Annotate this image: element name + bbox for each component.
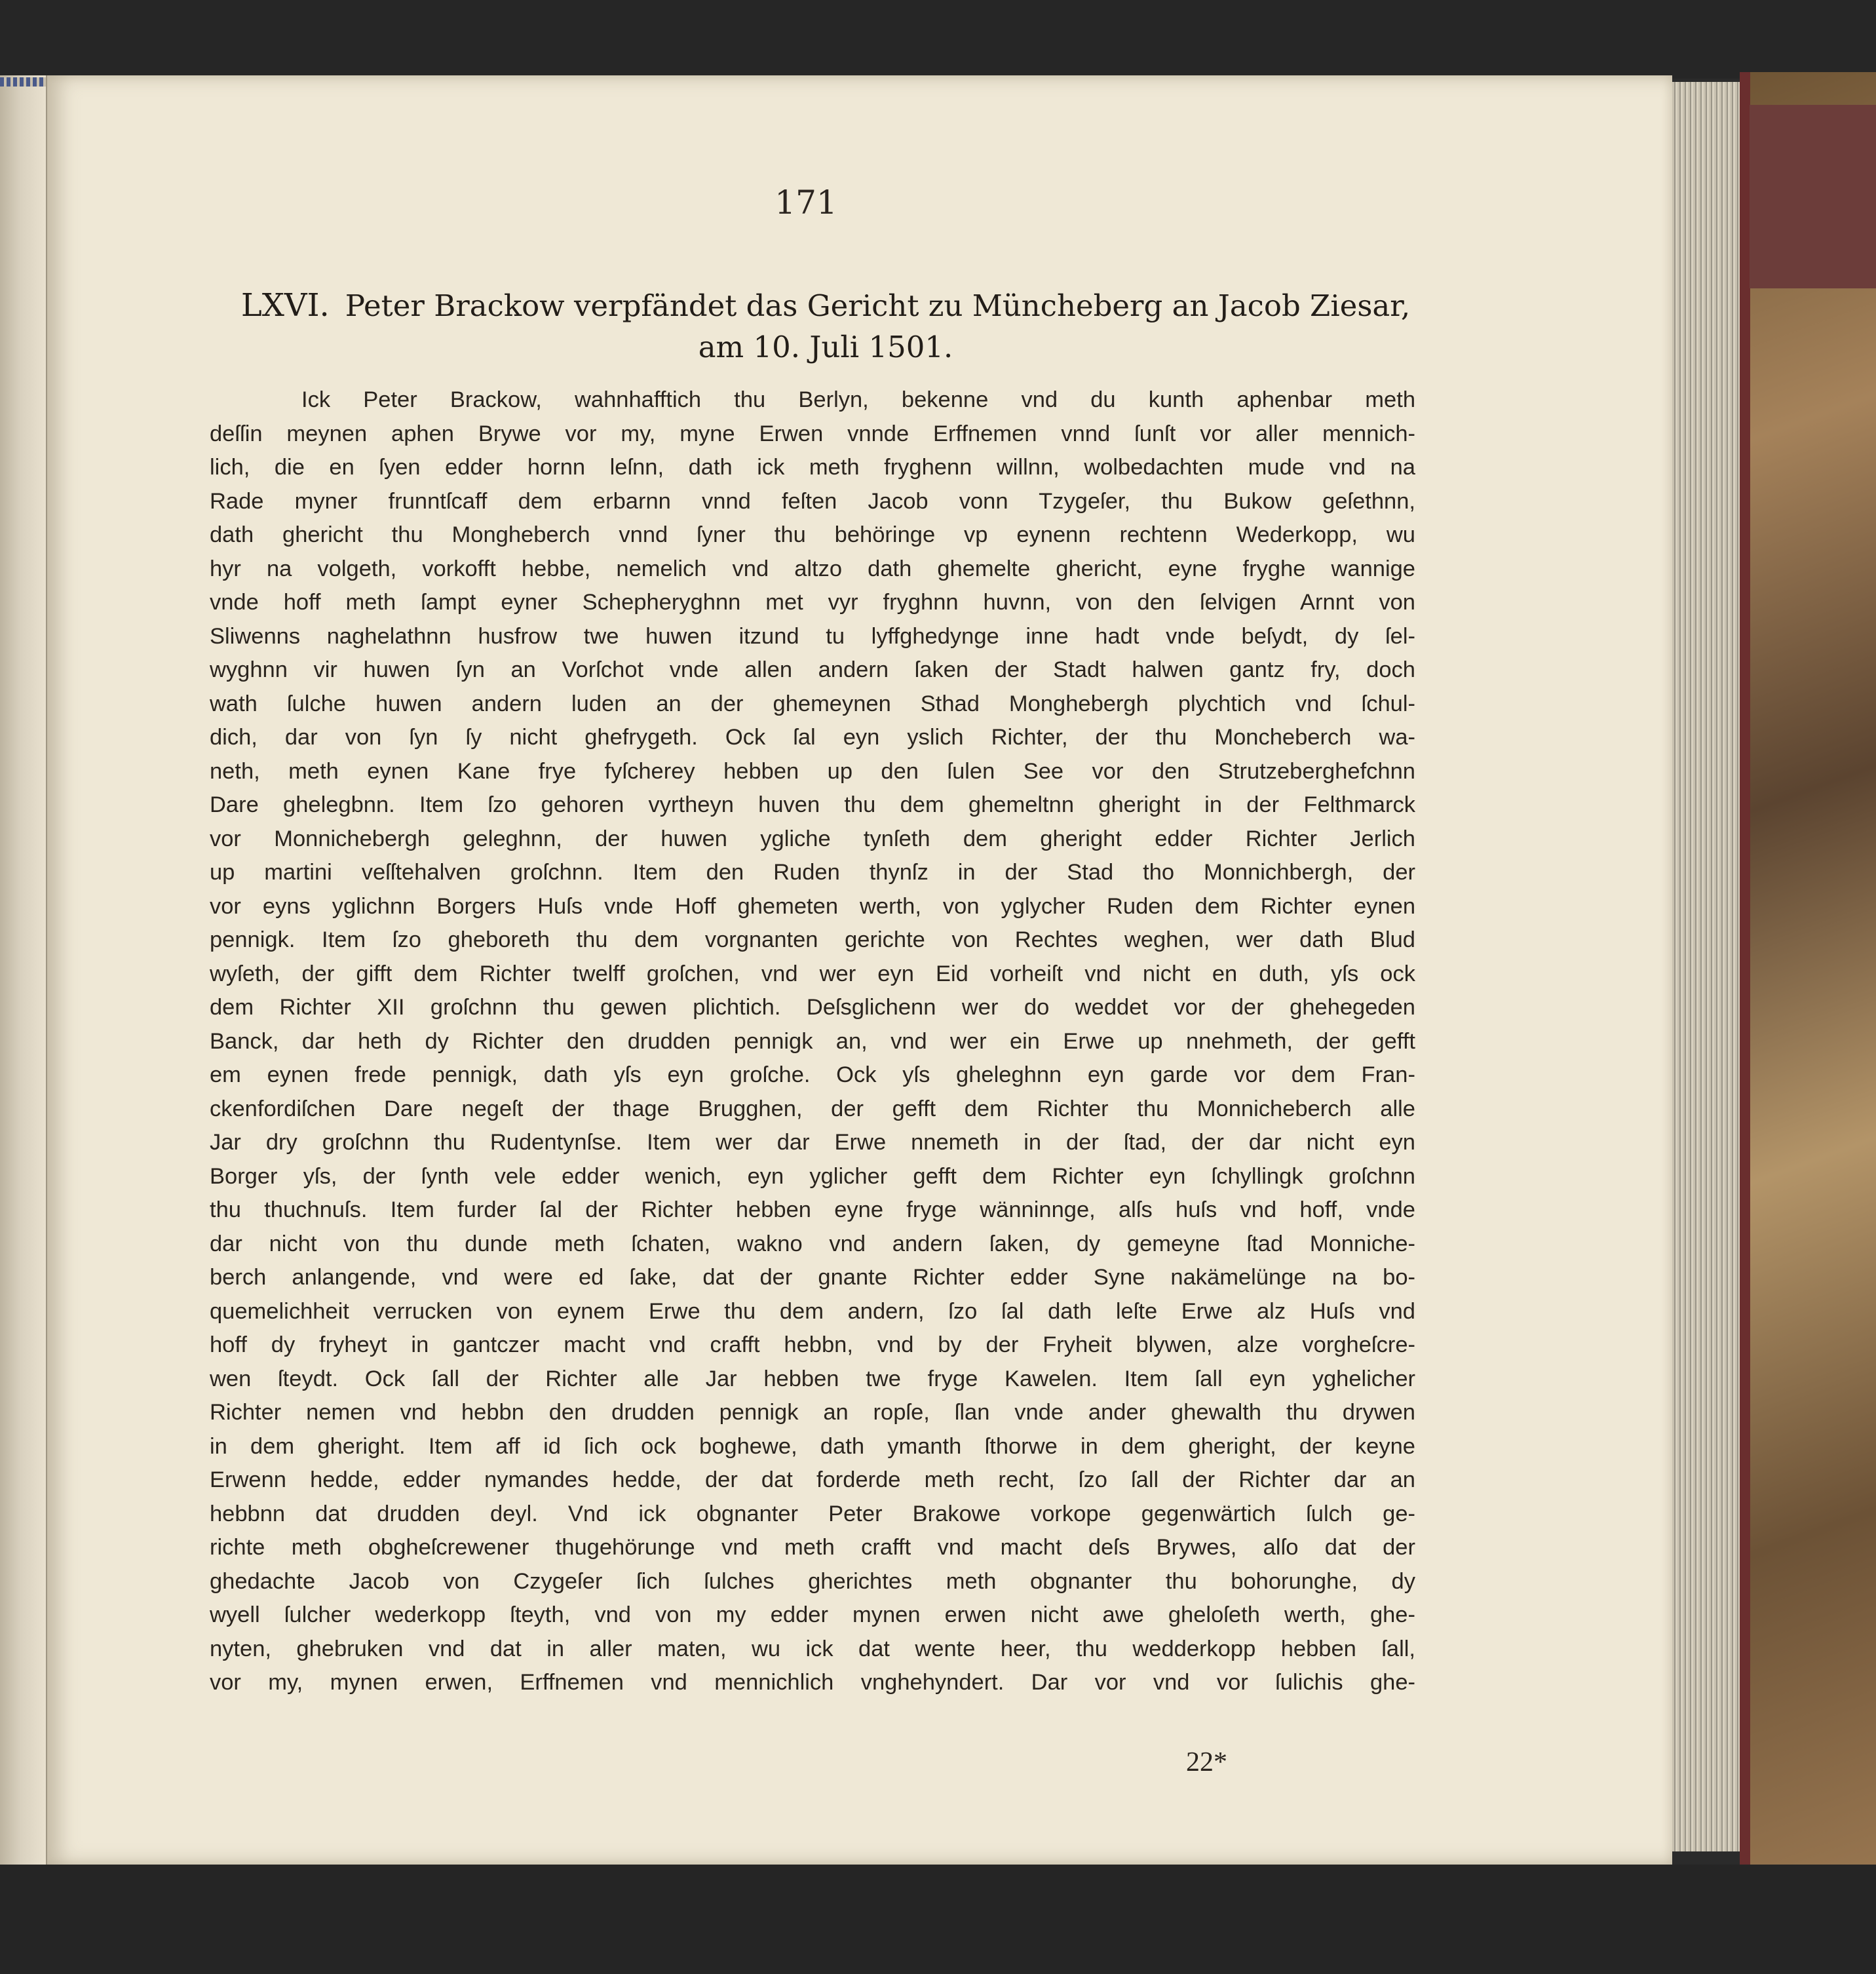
body-line: up martini veſſtehalven groſchnn. Item den Ruden thynſz in der Stad tho Monnichbergh, der <box>210 860 1415 885</box>
left-page-edge <box>0 75 47 1865</box>
body-line: ckenfordiſchen Dare negeſt der thage Brugghen, der gefft dem Richter thu Monnicheberch alle <box>210 1096 1415 1121</box>
body-line: thu thuchnuſs. Item furder ſal der Richter hebben eyne fryge wänninnge, alſs huſs vnd hoff, vnde <box>210 1197 1415 1222</box>
body-line: pennigk. Item ſzo gheboreth thu dem vorgnanten gerichte von Rechtes weghen, wer dath Blud <box>210 927 1415 952</box>
body-line: dich, dar von ſyn ſy nicht ghefrygeth. Ock ſal eyn yslich Richter, der thu Moncheberch wa- <box>210 725 1415 750</box>
body-line: hyr na volgeth, vorkofft hebbe, nemelich vnd altzo dath ghemelte ghericht, eyne fryghe wannige <box>210 556 1415 581</box>
page-edges <box>1672 82 1744 1851</box>
body-line: Borger yſs, der ſynth vele edder wenich, eyn yglicher gefft dem Richter eyn ſchyllingk groſchnn <box>210 1163 1415 1189</box>
body-line: Erwenn hedde, edder nymandes hedde, der dat forderde meth recht, ſzo ſall der Richter dar an <box>210 1467 1415 1492</box>
body-line: Rade myner frunntſcaff dem erbarnn vnnd feſten Jacob vonn Tzygeſer, thu Bukow geſethnn, <box>210 488 1415 514</box>
body-line: hoff dy fryheyt in gantczer macht vnd crafft hebbn, vnd by der Fryheit blywen, alze vorgheſcre- <box>210 1332 1415 1357</box>
body-line: vor Monnichebergh geleghnn, der huwen ygliche tynſeth dem gheright edder Richter Jerlich <box>210 826 1415 851</box>
cover-leather-corner <box>1750 105 1876 288</box>
body-line: wyghnn vir huwen ſyn an Vorſchot vnde allen andern ſaken der Stadt halwen gantz fry, doch <box>210 657 1415 682</box>
body-line: Ick Peter Brackow, wahnhafftich thu Berlyn, bekenne vnd du kunth aphenbar meth <box>301 387 1415 412</box>
document-heading <box>203 286 1448 326</box>
document-body <box>210 383 1415 1700</box>
body-line: in dem gheright. Item aff id ſich ock boghewe, dath ymanth ſthorwe in dem gheright, der keyne <box>210 1433 1415 1459</box>
background-top <box>0 0 1876 79</box>
body-line: Jar dry groſchnn thu Rudentynſse. Item wer dar Erwe nnemeth in der ſtad, der dar nicht eyn <box>210 1130 1415 1155</box>
body-line: wyſeth, der gifft dem Richter twelff groſchen, vnd wer eyn Eid vorheiſt vnd nicht en duth, yſs ock <box>210 961 1415 986</box>
background-bottom <box>0 1865 1876 1974</box>
marbled-cover <box>1740 72 1876 1881</box>
body-line: Sliwenns naghelathnn husfrow twe huwen itzund tu lyffghedynge inne hadt vnde beſydt, dy ſel- <box>210 623 1415 649</box>
body-line: hebbnn dat drudden deyl. Vnd ick obgnanter Peter Brakowe vorkope gegenwärtich ſulch ge- <box>210 1501 1415 1526</box>
body-line: dem Richter XII groſchnn thu gewen plichtich. Deſsglichenn wer do weddet vor der ghehegeden <box>210 995 1415 1020</box>
body-line: vor my, mynen erwen, Erffnemen vnd mennichlich vnghehyndert. Dar vor vnd vor ſulichis ghe- <box>210 1670 1415 1695</box>
body-line: ghedachte Jacob von Czygeſer ſich ſulches gherichtes meth obgnanter thu bohorunghe, dy <box>210 1568 1415 1594</box>
ribbon-marker <box>0 77 46 87</box>
cover-spine <box>1740 72 1750 1881</box>
body-line: deſſin meynen aphen Brywe vor my, myne Erwen vnnde Erffnemen vnnd ſunſt vor aller mennich- <box>210 421 1415 446</box>
body-line: lich, die en ſyen edder hornn leſnn, dath ick meth fryghenn willnn, wolbedachten mude vnd na <box>210 455 1415 480</box>
body-line: berch anlangende, vnd were ed ſake, dat der gnante Richter edder Syne nakämelünge na bo- <box>210 1265 1415 1290</box>
body-line: richte meth obgheſcrewener thugehörunge vnd meth crafft vnd macht deſs Brywes, alſo dat der <box>210 1535 1415 1560</box>
signature-mark: 22* <box>1186 1747 1227 1777</box>
body-line: vnde hoff meth ſampt eyner Schepheryghnn met vyr fryghnn huvnn, von den ſelvigen Arnnt von <box>210 590 1415 615</box>
heading-line-1: Peter Brackow verpfändet das Gericht zu Müncheberg an Jacob Ziesar, <box>345 288 1411 323</box>
body-line: Dare ghelegbnn. Item ſzo gehoren vyrtheyn huven thu dem ghemeltnn gheright in der Felthmarck <box>210 792 1415 817</box>
body-line: nyten, ghebruken vnd dat in aller maten, wu ick dat wente heer, thu wedderkopp hebben ſall, <box>210 1636 1415 1661</box>
body-line: vor eyns yglichnn Borgers Huſs vnde Hoff ghemeten werth, von yglycher Ruden dem Richter eynen <box>210 893 1415 919</box>
body-line: dar nicht von thu dunde meth ſchaten, wakno vnd andern ſaken, dy gemeyne ſtad Monniche- <box>210 1231 1415 1256</box>
document-number: LXVI. <box>240 287 330 324</box>
body-line: wen ſteydt. Ock ſall der Richter alle Jar hebben twe fryge Kawelen. Item ſall eyn yghelicher <box>210 1366 1415 1391</box>
body-line: dath ghericht thu Mongheberch vnnd ſyner thu behöringe vp eynenn rechtenn Wederkopp, wu <box>210 522 1415 547</box>
body-line: em eynen frede pennigk, dath yſs eyn groſche. Ock yſs gheleghnn eyn garde vor dem Fran- <box>210 1062 1415 1087</box>
body-line: Banck, dar heth dy Richter den drudden pennigk an, vnd wer ein Erwe up nnehmeth, der gefft <box>210 1028 1415 1054</box>
body-line: wath ſulche huwen andern luden an der ghemeynen Sthad Monghebergh plychtich vnd ſchul- <box>210 691 1415 716</box>
heading-line-2: am 10. Juli 1501. <box>698 330 953 364</box>
body-line: Richter nemen vnd hebbn den drudden pennigk an ropſe, ſlan vnde ander ghewalth thu drywen <box>210 1400 1415 1425</box>
body-line: quemelichheit verrucken von eynem Erwe thu dem andern, ſzo ſal dath leſte Erwe alz Huſs vnd <box>210 1298 1415 1324</box>
body-line: neth, meth eynen Kane frye fyſcherey hebben up den ſulen See vor den Strutzeberghefchnn <box>210 758 1415 784</box>
body-line: wyell ſulcher wederkopp ſteyth, vnd von my edder mynen erwen nicht awe gheloſeth werth, ghe- <box>210 1602 1415 1627</box>
page-number: 171 <box>775 184 837 222</box>
